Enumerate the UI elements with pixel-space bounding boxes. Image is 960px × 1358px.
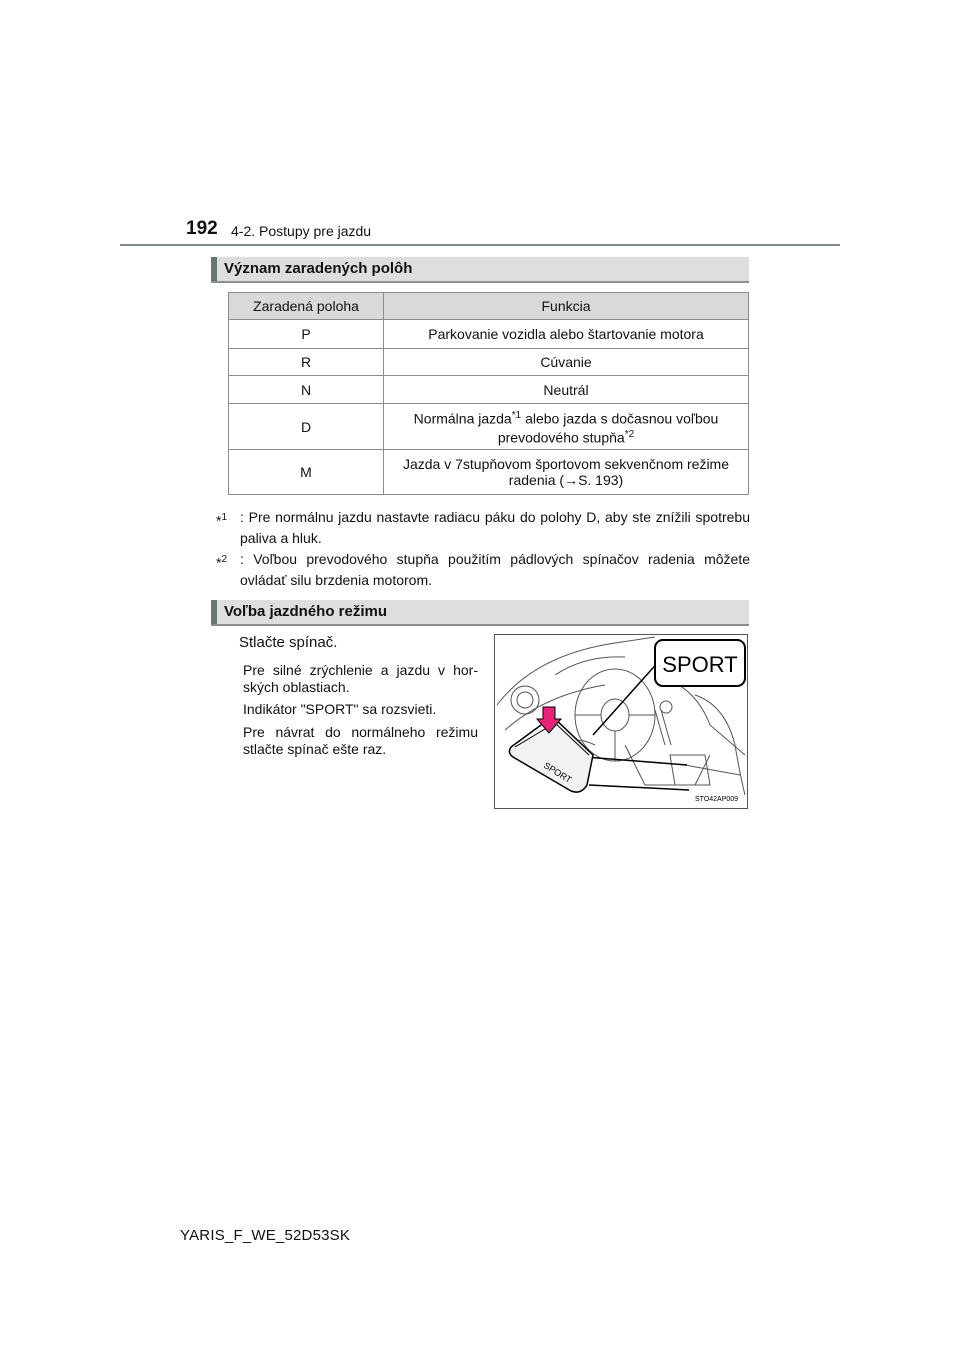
footnote-text: : Pre normálnu jazdu nastavte radiacu páku do polohy D, aby ste znížili spotrebu paliva a hluk. <box>240 509 750 546</box>
chapter-title: 4-2. Postupy pre jazdu <box>231 223 372 239</box>
page-reference: S. 193) <box>578 472 624 488</box>
section-marker <box>211 600 217 624</box>
gear-position: P <box>229 320 384 349</box>
section-title: Význam zaradených polôh <box>224 260 413 277</box>
footnote-ref: *2 <box>624 428 635 440</box>
function-text: Normálna jazda <box>413 410 512 427</box>
gear-function: Neutrál <box>384 376 749 404</box>
asterisk-icon: * <box>216 554 222 571</box>
footnote-1 <box>216 507 750 549</box>
footnote-ref: *1 <box>511 409 522 421</box>
asterisk-icon: * <box>216 512 222 529</box>
table-row <box>229 320 749 349</box>
arrow-icon: → <box>564 472 579 488</box>
column-header-position: Zaradená poloha <box>229 293 384 320</box>
sport-callout-label: SPORT <box>662 652 738 677</box>
footnote-text: : Voľbou prevodového stupňa použitím pádlových spínačov radenia môžete ovládať silu brzdenia motorom. <box>240 551 750 588</box>
instruction-detail: Indikátor "SPORT" sa rozsvieti. <box>243 701 437 717</box>
column-header-function: Funkcia <box>384 293 749 320</box>
gear-position: N <box>229 376 384 404</box>
table-header-row <box>229 293 749 320</box>
section-title: Voľba jazdného režimu <box>224 603 388 620</box>
footnote-number: 1 <box>221 512 228 523</box>
sport-button-label: SPORT <box>541 760 574 786</box>
gear-function <box>384 450 749 495</box>
function-text: alebo jazda s dočasnou voľbou <box>521 410 719 427</box>
illustration-code: STO42AP009 <box>695 796 739 803</box>
footnote-number: 2 <box>221 554 228 565</box>
function-text: radenia ( <box>508 472 565 488</box>
gear-function: Cúvanie <box>384 349 749 376</box>
footnote-2 <box>216 549 750 591</box>
instruction-step: Stlačte spínač. <box>239 634 338 651</box>
table-row <box>229 376 749 404</box>
table-row <box>229 349 749 376</box>
function-text: Jazda v 7stupňovom športovom sekvenčnom režime <box>402 456 730 472</box>
instruction-detail: Pre silné zrýchlenie a jazdu v hor-ských oblastiach. <box>243 662 478 695</box>
table-row <box>229 450 749 495</box>
gear-position-table <box>228 292 749 495</box>
gear-position: D <box>229 404 384 450</box>
section-marker <box>211 257 217 281</box>
header-rule <box>120 244 840 246</box>
table-row <box>229 404 749 450</box>
section-heading-gear-positions <box>211 257 749 283</box>
instruction-detail: Pre návrat do normálneho režimu stlačte spínač ešte raz. <box>243 724 478 757</box>
sport-switch-illustration <box>494 634 748 809</box>
gear-function: Parkovanie vozidla alebo štartovanie motora <box>384 320 749 349</box>
gear-position: M <box>229 450 384 495</box>
section-heading-drive-mode <box>211 600 749 626</box>
page-number: 192 <box>186 218 218 239</box>
gear-function <box>384 404 749 450</box>
dashboard-drawing <box>495 635 747 808</box>
gear-position: R <box>229 349 384 376</box>
document-code: YARIS_F_WE_52D53SK <box>180 1227 351 1244</box>
function-text: prevodového stupňa <box>497 429 625 446</box>
